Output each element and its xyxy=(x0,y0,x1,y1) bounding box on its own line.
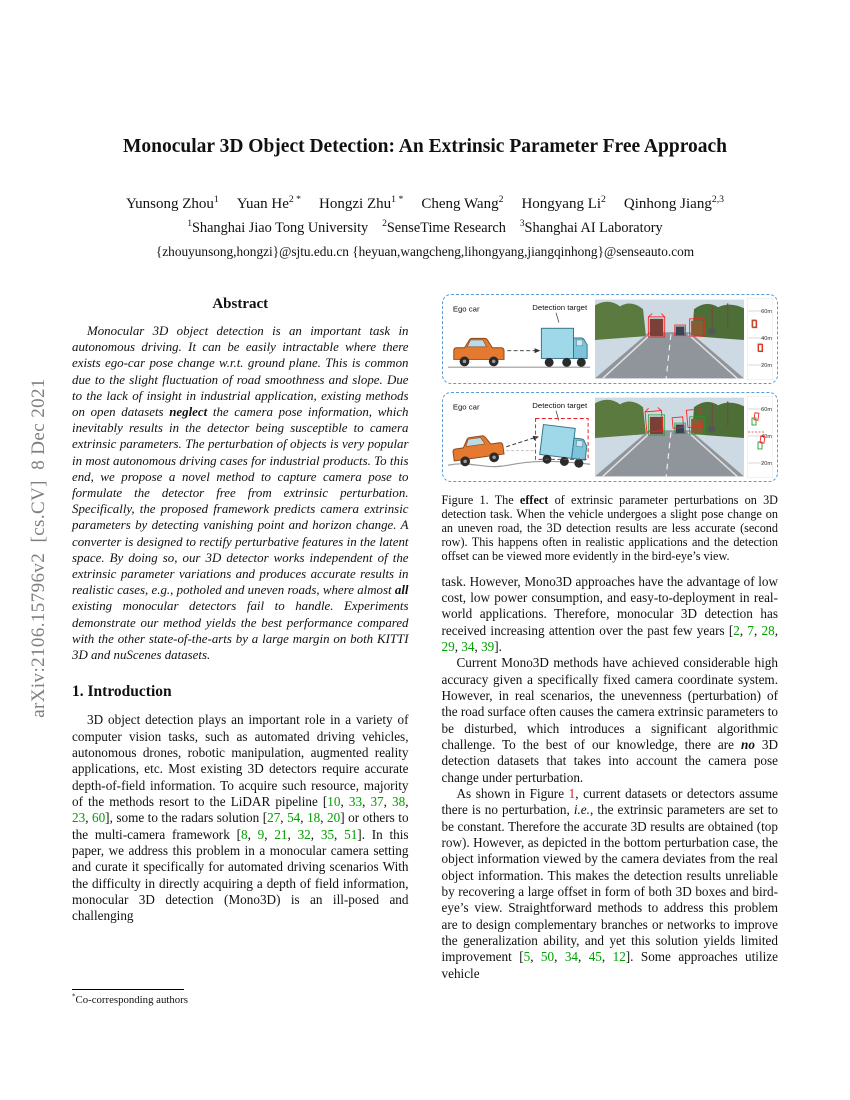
authors-line xyxy=(72,196,778,213)
citation-link[interactable]: 54 xyxy=(287,810,301,826)
text-segment: As shown in Figure xyxy=(456,786,569,801)
text-segment: i.e. xyxy=(573,802,590,818)
citation-link[interactable]: 10 xyxy=(327,793,341,809)
text-segment: of extrinsic parameter perturbations on 3D detection task. When the vehicle undergoes a slight pose change on an uneven road, the 3D detection results are less accurate (second row). This happens often in realistic applications and the detection offset can be viewed more evidently in the bird-eye’s view. xyxy=(441,493,778,563)
citation-link[interactable]: 18 xyxy=(307,810,321,826)
detection-target-label: Detection target xyxy=(531,302,587,312)
text-segment: , xyxy=(247,826,258,842)
text-segment: ]. xyxy=(494,638,502,654)
intro-paragraph xyxy=(72,712,409,924)
bev-60m-label: 60m xyxy=(760,407,772,413)
text-segment: 3D object detection plays an important role in a variety of computer vision tasks, such as automated driving vehicles, autonomous drones, robotic manipulation, augmented reality applications, etc. Most existing 3D detectors require accurate depth-of-field information. To acquire such resource, majority of the methods resort to the LiDAR pipeline [ xyxy=(72,712,409,809)
citation-link[interactable]: 28 xyxy=(761,622,775,638)
text-segment: , xyxy=(300,810,308,826)
citation-link[interactable]: 34 xyxy=(461,638,475,654)
text-segment: , xyxy=(739,622,748,638)
bev-20m-label: 20m xyxy=(760,461,772,467)
text-segment: the camera pose information, which inevitably results in the detector being susceptible to camera extrinsic parameters. The perturbation of objects is very popular in most autonomous driving cases for industrial products. To this end, we propose a novel method to capture camera pose to formulate the detector free from extrinsic perturbation. Specifically, the proposed framework predicts camera extrinsic parameters by detecting vanishing point and horizon change. A converter is designed to rectify perturbative features in the latent space. By doing so, our 3D detector works independent of the extrinsic parameter variations and produces accurate results in realistic cases, e.g., potholed and uneven roads, where almost xyxy=(72,405,409,598)
citation-link[interactable]: 32 xyxy=(297,826,311,842)
citation-link[interactable]: 21 xyxy=(274,826,288,842)
bev-20m-label: 20m xyxy=(760,363,772,369)
text-segment: ]. In this paper, we address this problem in a monocular camera setting and curate it specifically for automated driving scenarios With the difficulty in directly acquiring a depth of field information, monocular 3D detection (Mono3D) is an ill-posed and challenging xyxy=(72,826,409,924)
citation-link[interactable]: 8 xyxy=(240,826,248,842)
author-name: Qinhong Jiang$^{2,3}$ xyxy=(623,194,725,212)
text-segment: , xyxy=(280,810,288,826)
author-name: Yuan $He^{2 *}$ xyxy=(236,194,302,212)
author-name: Hongyang Li$^2$ xyxy=(521,194,606,212)
citation-link[interactable]: 12 xyxy=(612,949,626,965)
text-segment: , xyxy=(287,826,298,842)
text-segment: , xyxy=(530,949,541,965)
text-segment: all xyxy=(394,583,409,598)
text-segment: , xyxy=(554,949,565,965)
right-paragraph-2 xyxy=(442,655,779,786)
abstract-text xyxy=(72,323,409,663)
author-name: Hongzi Zhu$^{1 *}$ xyxy=(319,194,404,212)
citation-link[interactable]: 20 xyxy=(327,810,341,826)
text-segment: , xyxy=(454,638,462,654)
citation-link[interactable]: 50 xyxy=(540,949,555,965)
bev-40m-label: 40m xyxy=(760,434,772,440)
affiliation: $^2$SenseTime Research xyxy=(382,219,506,236)
ego-car-label: Ego car xyxy=(452,402,480,412)
citation-link[interactable]: 5 xyxy=(523,949,531,965)
footnote-text xyxy=(72,994,409,1006)
figure-row-flat-road xyxy=(442,294,779,384)
citation-link[interactable]: 38 xyxy=(392,793,406,809)
text-segment: , xyxy=(474,638,482,654)
road-photo-accurate xyxy=(595,298,744,380)
bev-strip-offset xyxy=(747,396,773,478)
text-segment: , xyxy=(320,810,328,826)
arxiv-watermark: arXiv:2106.15796v2 [cs.CV] 8 Dec 2021 xyxy=(28,378,49,718)
text-segment: ] or others to the multi-camera framework [ xyxy=(72,810,409,842)
ego-car-cartoon-flat xyxy=(446,298,592,380)
footnote-rule xyxy=(72,989,184,990)
left-column xyxy=(72,294,409,1006)
author-emails: {zhouyunsong,hongzi}@sjtu.edu.cn {heyuan,wangcheng,lihongyang,jiangqinhong}@senseauto.com xyxy=(155,244,695,259)
text-segment: , xyxy=(340,793,349,809)
text-segment: , xyxy=(362,793,371,809)
citation-link[interactable]: 51 xyxy=(344,826,358,842)
figure-1 xyxy=(442,294,779,482)
text-segment: , xyxy=(753,622,762,638)
citation-link[interactable]: 27 xyxy=(267,810,281,826)
text-segment: Current Mono3D methods have achieved considerable high accuracy given a specifically fixed camera coordinate system. However, in real scenarios, the unevenness (perturbation) of the road surface often causes the camera extrinsic parameters to be disturbed, which introduces a significant algorithmic challenge. To the best of our knowledge, there are xyxy=(441,655,778,752)
right-paragraph-3 xyxy=(442,786,779,982)
bev-strip-accurate xyxy=(747,298,773,380)
text-segment: , xyxy=(383,793,393,809)
text-segment: , xyxy=(578,949,589,965)
bev-60m-label: 60m xyxy=(760,309,772,315)
text-segment: , xyxy=(310,826,321,842)
text-segment: , xyxy=(405,793,409,809)
affiliations-line xyxy=(72,220,778,237)
text-segment: , xyxy=(774,622,779,638)
citation-link[interactable]: 29 xyxy=(441,638,455,654)
affiliation: $^3$Shanghai AI Laboratory xyxy=(519,219,663,236)
author-name: Yunsong Zhou$^1$ xyxy=(125,194,219,212)
text-segment: , xyxy=(85,810,92,826)
footnote xyxy=(72,975,409,1006)
citation-link[interactable]: 35 xyxy=(320,826,335,842)
section-heading-introduction: 1. Introduction xyxy=(72,683,172,701)
text-segment: existing monocular detectors fail to handle. Experiments demonstrate our method yields the best performance compared with the other state-of-the-arts by a large margin on both KITTI 3D and nuScenes datasets. xyxy=(72,599,409,663)
citation-link[interactable]: 39 xyxy=(481,638,495,654)
text-segment: ], some to the radars solution [ xyxy=(105,810,268,826)
text-segment: ]. Some approaches utilize vehicle xyxy=(441,949,778,981)
affiliation: $^1$Shanghai Jiao Tong University xyxy=(187,219,369,236)
text-segment: , xyxy=(601,949,613,965)
citation-link[interactable]: 37 xyxy=(370,793,384,809)
citation-link[interactable]: 34 xyxy=(564,949,578,965)
road-photo-offset xyxy=(595,396,744,478)
ego-car-cartoon-perturbed xyxy=(446,396,592,478)
right-paragraph-continuation xyxy=(442,574,779,656)
text-segment: * xyxy=(72,992,76,1001)
figure-ref[interactable]: 1 xyxy=(568,786,576,801)
figure-row-uneven-road xyxy=(442,392,779,482)
text-segment: effect xyxy=(519,493,549,507)
figure-1-caption xyxy=(442,494,779,564)
citation-link[interactable]: 2 xyxy=(733,622,740,638)
abstract-heading: Abstract xyxy=(212,296,269,312)
text-segment: Monocular 3D object detection is an important task in autonomous driving. It can be easily intractable where there exists ego-car pose change w.r.t. ground plane. This is common due to the slight fluctuation of road smoothness and slope. Due to the lack of insight in industrial application, existing methods on open datasets xyxy=(72,324,409,420)
right-column xyxy=(442,294,779,1006)
citation-link[interactable]: 60 xyxy=(91,810,106,826)
bev-40m-label: 40m xyxy=(760,336,772,342)
citation-link[interactable]: 33 xyxy=(348,793,363,809)
ego-car-label: Ego car xyxy=(452,304,480,314)
text-segment: , xyxy=(264,826,275,842)
author-name: Cheng Wang$^2$ xyxy=(421,194,504,212)
citation-link[interactable]: 9 xyxy=(257,826,265,842)
text-segment: neglect xyxy=(169,405,208,420)
detection-target-label: Detection target xyxy=(531,400,587,410)
text-segment: , current datasets or detectors assume there is no perturbation, xyxy=(441,786,778,818)
citation-link[interactable]: 23 xyxy=(72,810,86,826)
text-segment: task. However, Mono3D approaches have the advantage of low cost, low power consumption, and easy-to-deployment in real-world applications. Therefore, monocular 3D detection has received increasing attention over the past few years [ xyxy=(441,573,778,638)
text-segment: , the extrinsic parameters are set to be constant. Therefore the accurate 3D results are obtained (top row). However, as depicted in the bottom perturbation case, the object information viewed by the camera deviates from the real object information. This makes the detection results unreliable by recovering a large offset in form of both 3D boxes and bird-eye’s view. Straightforward methods to address this problem are to design complementary branches or networks to improve the generalization ability, and yet this solution yields limited improvement [ xyxy=(441,802,778,965)
two-column-body xyxy=(72,294,778,1006)
text-segment: , xyxy=(334,826,345,842)
text-segment: Co-corresponding authors xyxy=(75,994,188,1006)
citation-link[interactable]: 7 xyxy=(747,622,754,638)
paper-title: Monocular 3D Object Detection: An Extrinsic Parameter Free Approach xyxy=(122,136,728,157)
text-segment: Figure 1. The xyxy=(441,493,520,507)
citation-link[interactable]: 45 xyxy=(588,949,602,965)
text-segment: 3D detection datasets that takes into account the camera pose change under perturbation. xyxy=(441,736,778,785)
text-segment: no xyxy=(740,736,755,752)
